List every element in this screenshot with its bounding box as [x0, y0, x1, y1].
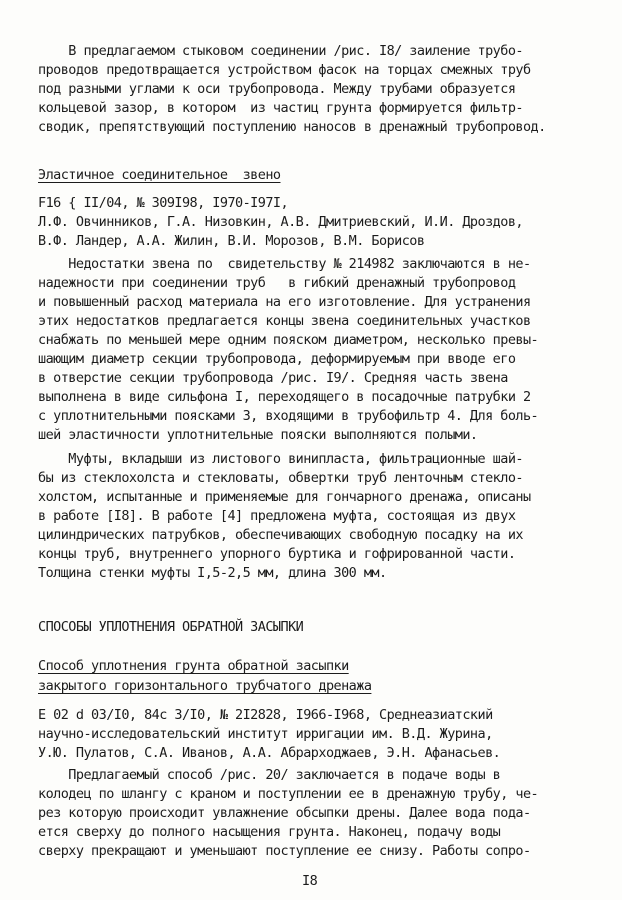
authors-line: научно-исследовательский институт ирригации им. В.Д. Журина,: [38, 726, 493, 742]
text-line: сверху прекращают и уменьшают поступление ее снизу. Работы сопро-: [38, 843, 531, 859]
text-line: Недостатки звена по свидетельству № 214982 заключаются в не-: [38, 256, 531, 272]
text-line: холстом, испытанные и применяемые для гончарного дренажа, описаны: [38, 489, 531, 505]
patent-reference: F16 { II/04, № 309I98, I970-I97I,: [38, 195, 289, 211]
authors-line: В.Ф. Ландер, А.А. Жилин, В.И. Морозов, В.М. Борисов: [38, 233, 425, 249]
text-line: Муфты, вкладыши из листового винипласта, фильтрационные шай-: [38, 451, 523, 467]
text-line: в отверстие секции трубопровода /рис. I9/. Средняя часть звена: [38, 370, 508, 386]
text-line: шающим диаметр секции трубопровода, деформируемым при вводе его: [38, 351, 516, 367]
text-line: Предлагаемый способ /рис. 20/ заключается в подаче воды в: [38, 767, 501, 783]
text-line: с уплотнительными поясками 3, входящими в трубофильтр 4. Для боль-: [38, 408, 539, 424]
authors-line: У.Ю. Пулатов, С.А. Иванов, А.А. Абрарходжаев, Э.Н. Афанасьев.: [38, 745, 501, 761]
section-title: СПОСОБЫ УПЛОТНЕНИЯ ОБРАТНОЙ ЗАСЫПКИ: [38, 619, 304, 635]
heading-method-line: Способ уплотнения грунта обратной засыпки: [38, 658, 349, 674]
text-line: этих недостатков предлагается концы звена соединительных участков: [38, 313, 531, 329]
text-line: снабжать по меньшей мере одним пояском диаметром, несколько превы-: [38, 332, 539, 348]
text-line: бы из стеклохолста и стекловаты, обвертки труб ленточным стекло-: [38, 470, 523, 486]
text-line: и повышенный расход материала на его изготовление. Для устранения: [38, 294, 531, 310]
page-number: I8: [302, 873, 318, 889]
heading-method-line: закрытого горизонтального трубчатого дренажа: [38, 678, 372, 694]
heading-elastic-link: Эластичное соединительное звено: [38, 167, 281, 183]
text-line: В предлагаемом стыковом соединении /рис. I8/ заиление трубо-: [38, 43, 523, 59]
text-line: кольцевой зазор, в котором из частиц грунта формируется фильтр-: [38, 100, 523, 116]
text-line: ется сверху до полного насыщения грунта. Наконец, подачу воды: [38, 824, 501, 840]
text-line: рез которую происходит увлажнение обсыпки дрены. Далее вода пода-: [38, 805, 531, 821]
text-line: под разными углами к оси трубопровода. Между трубами образуется: [38, 81, 516, 97]
patent-reference: E 02 d 03/I0, 84c 3/I0, № 2I2828, I966-I968, Среднеазиатский: [38, 707, 493, 723]
text-line: концы труб, внутреннего упорного буртика и гофрированной части.: [38, 546, 516, 562]
text-line: выполнена в виде сильфона I, переходящего в посадочные патрубки 2: [38, 389, 531, 405]
text-line: Толщина стенки муфты I,5-2,5 мм, длина 300 мм.: [38, 565, 387, 581]
text-line: проводов предотвращается устройством фасок на торцах смежных труб: [38, 62, 531, 78]
text-line: сводик, препятствующий поступлению наносов в дренажный трубопровод.: [38, 119, 546, 135]
text-line: шей эластичности уплотнительные пояски выполняются полыми.: [38, 427, 478, 443]
text-line: колодец по шлангу с краном и поступлении ее в дренажную трубу, че-: [38, 786, 539, 802]
authors-line: Л.Ф. Овчинников, Г.А. Низовкин, А.В. Дмитриевский, И.И. Дроздов,: [38, 214, 523, 230]
text-line: в работе [I8]. В работе [4] предложена муфта, состоящая из двух: [38, 508, 516, 524]
text-line: надежности при соединении труб в гибкий дренажный трубопровод: [38, 275, 516, 291]
text-line: цилиндрических патрубков, обеспечивающих свободную посадку на их: [38, 527, 523, 543]
